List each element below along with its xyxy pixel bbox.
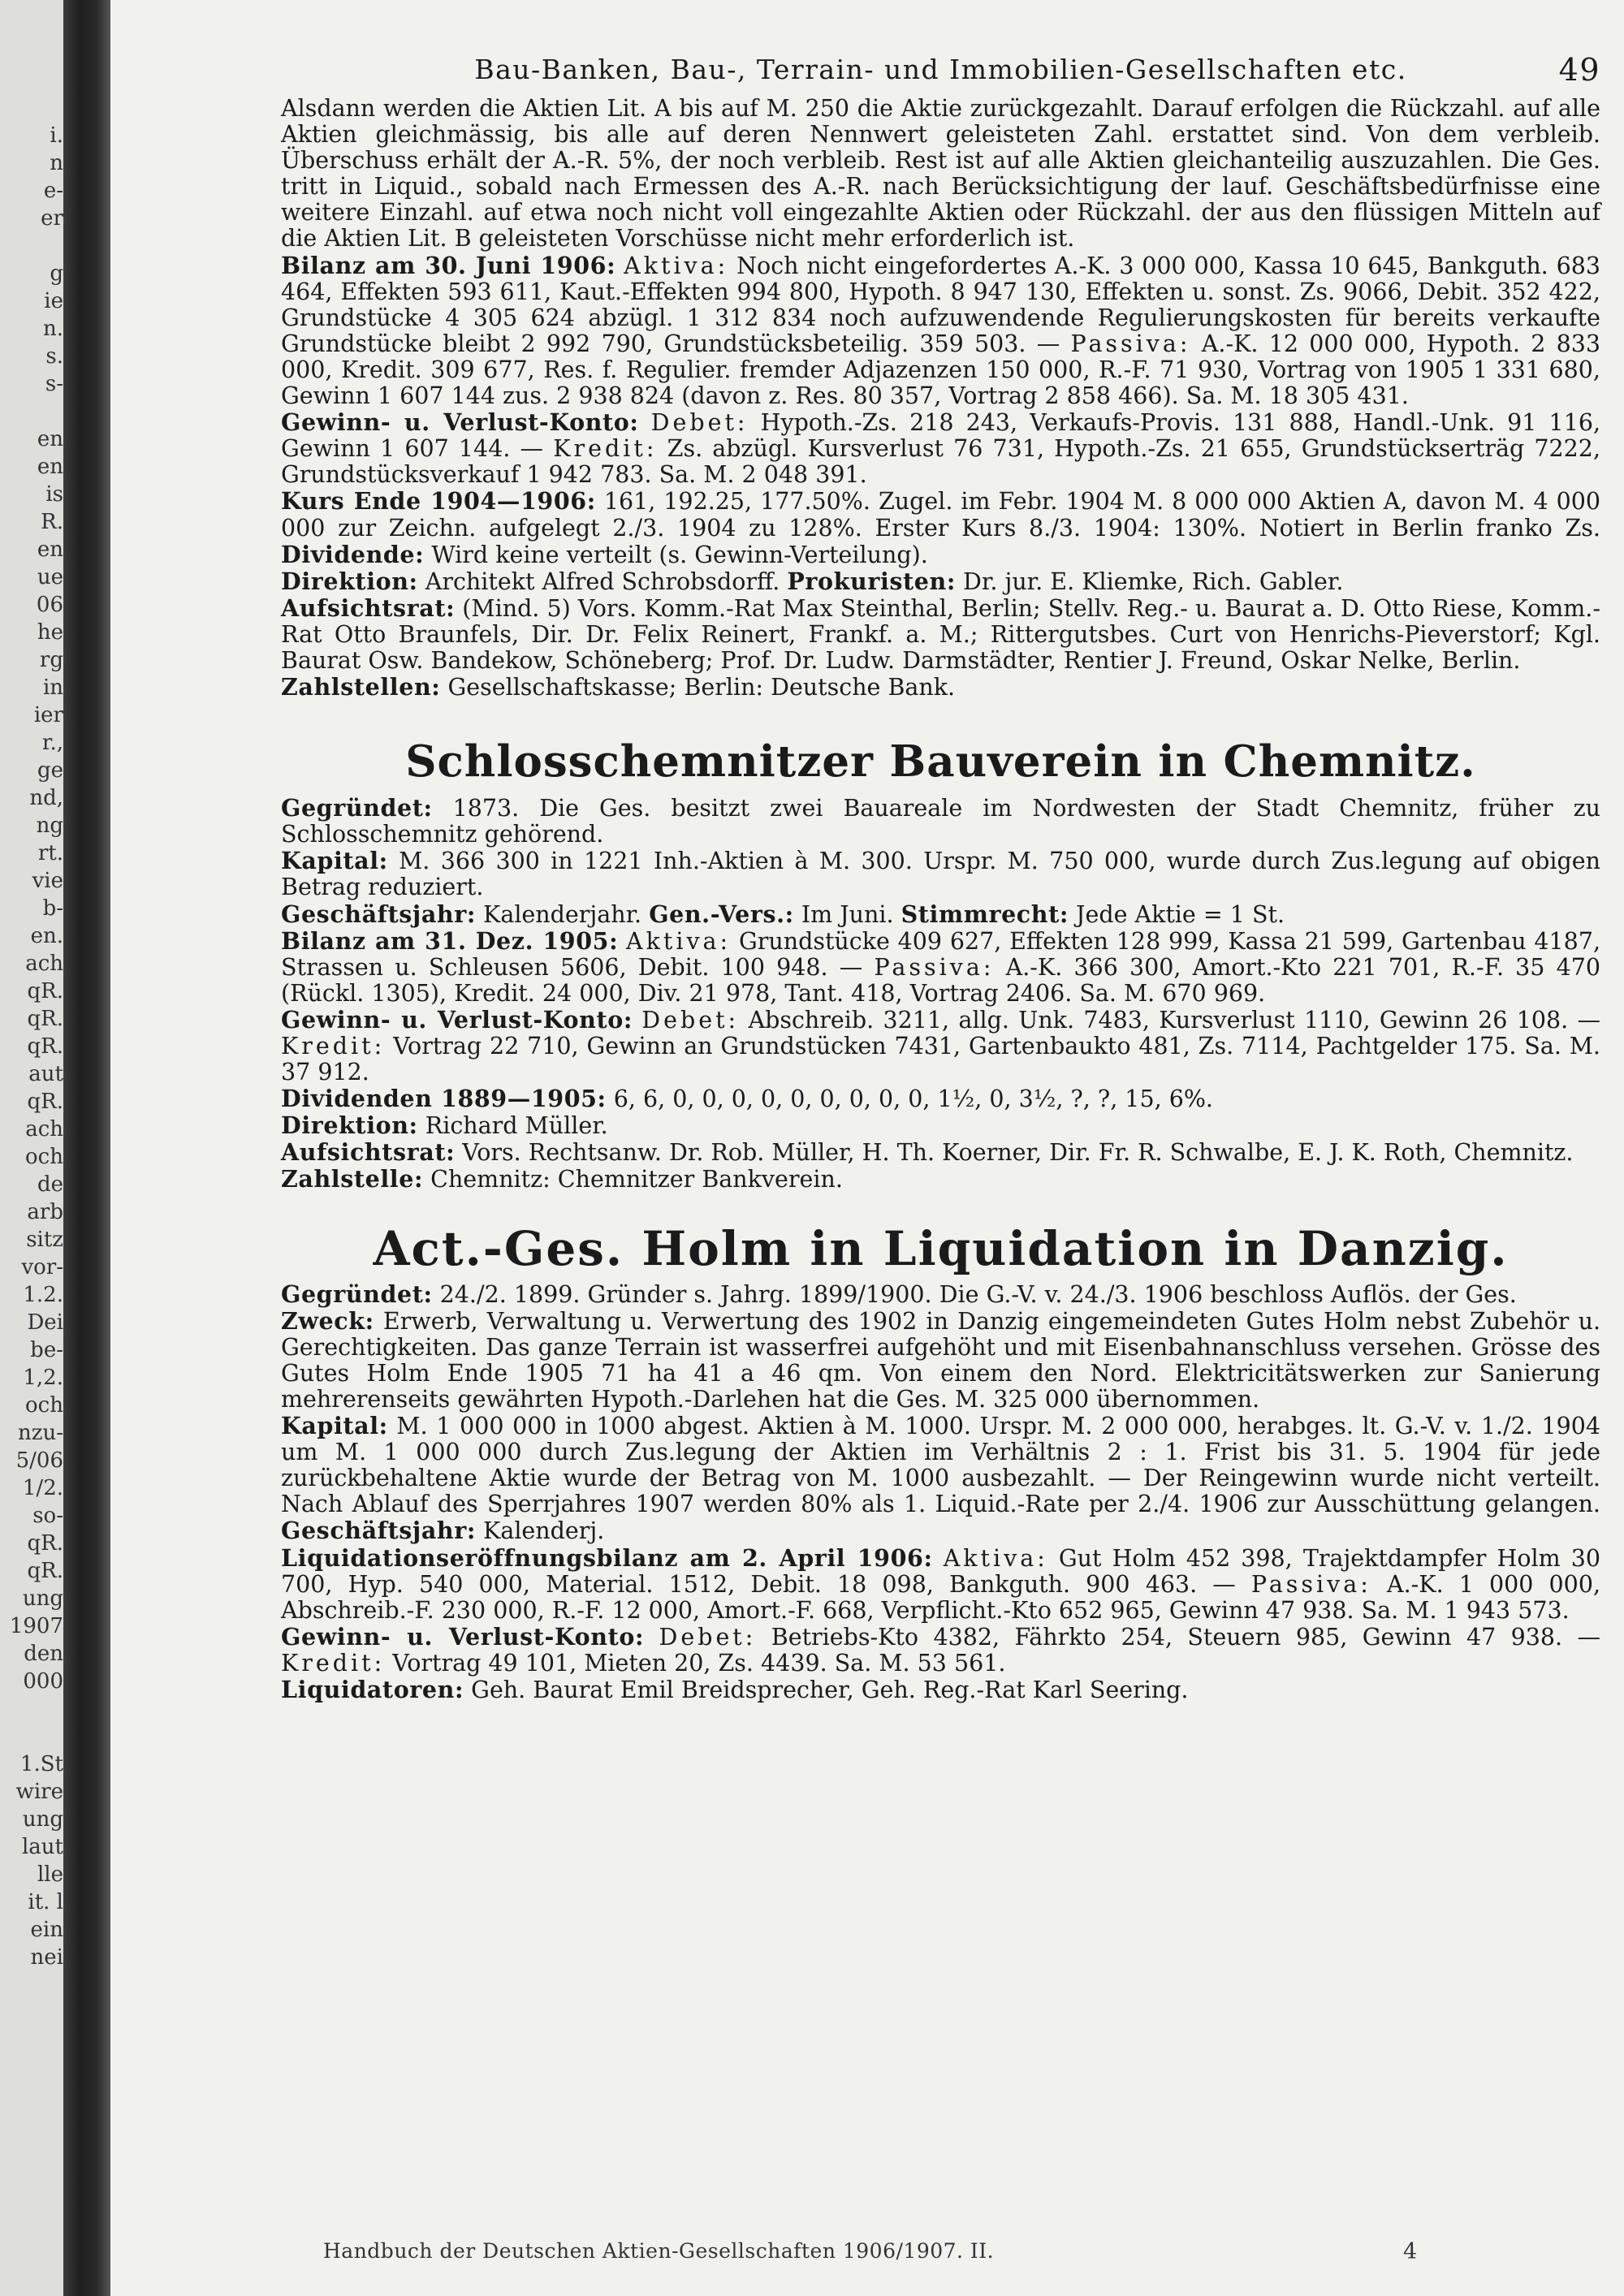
edge-fragment: ung bbox=[22, 1586, 63, 1611]
edge-fragment: ie bbox=[44, 289, 63, 313]
edge-fragment: s. bbox=[45, 344, 63, 369]
edge-fragment: it. l bbox=[28, 1890, 63, 1914]
liquidatoren-entry: Liquidatoren: Geh. Baurat Emil Breidsprecher, Geh. Reg.-Rat Karl Seering. bbox=[281, 1675, 1189, 1703]
edge-fragment: laut bbox=[21, 1835, 63, 1859]
edge-fragment: arb bbox=[27, 1200, 63, 1224]
edge-fragment: ach bbox=[25, 1117, 63, 1142]
zahlstellen-entry: Zahlstellen: Gesellschaftskasse; Berlin: Deutsche Bank. bbox=[281, 673, 956, 701]
edge-fragment: och bbox=[25, 1393, 63, 1418]
edge-fragment: qR. bbox=[27, 1007, 63, 1031]
edge-fragment: r., bbox=[41, 731, 63, 755]
edge-fragment: 000 bbox=[23, 1669, 63, 1694]
zweck-entry: Zweck: Erwerb, Verwaltung u. Verwertung des 1902 in Danzig eingemeindeten Gutes Holm nebst Zubehör u. Gerechtigkeiten. Das ganze Terrain ist wasserfrei aufgehöht und mit Eisenbahnanschluss versehen. Grösse des Gutes Holm Ende 1905 71 ha 41 a 46 qm. Von einem den Nord. Elektricitätswerken zur Sanierung mehrerenseits gewährten Hypoth.-Darlehen hat die Ges. M. 325 000 übernommen. bbox=[281, 1306, 1600, 1413]
adjacent-page-margin bbox=[0, 0, 65, 2296]
book-page bbox=[110, 0, 1624, 2296]
edge-fragment: n bbox=[50, 151, 63, 175]
edge-fragment: be- bbox=[30, 1338, 63, 1362]
edge-fragment bbox=[0, 398, 63, 425]
edge-fragment: qR. bbox=[27, 1090, 63, 1114]
edge-fragment: sitz bbox=[26, 1228, 63, 1252]
edge-fragment: vor- bbox=[21, 1255, 63, 1280]
edge-fragment: qR. bbox=[27, 1559, 63, 1583]
aufsichtsrat-entry: Aufsichtsrat: Vors. Rechtsanw. Dr. Rob. Müller, H. Th. Koerner, Dir. Fr. R. Schwalbe, E. J. K. Roth, Chemnitz. bbox=[281, 1138, 1574, 1167]
kurs-entry: Kurs Ende 1904—1906: 161, 192.25, 177.50%. Zugel. im Febr. 1904 M. 8 000 000 Aktien A, davon M. 4 000 000 zur Zeichn. aufgelegt 2./3. 1904 zu 128%. Erster Kurs 8./3. 1904: 130%. Notiert in Berlin franko Zs. Dividende: Wird keine verteilt (s. Gewinn-Verteilung). bbox=[281, 487, 1601, 568]
gegruendet-entry: Gegründet: 24./2. 1899. Gründer s. Jahrg. 1899/1900. Die G.-V. v. 24./3. 1906 beschloss Auflös. der Ges. bbox=[281, 1280, 1517, 1308]
zahlstelle-entry: Zahlstelle: Chemnitz: Chemnitzer Bankverein. bbox=[281, 1165, 843, 1193]
previous-company-continuation bbox=[281, 96, 1600, 701]
geschaeftsjahr-entry: Geschäftsjahr: Kalenderjahr. Gen.-Vers.: Im Juni. Stimmrecht: Jede Aktie = 1 St. bbox=[281, 900, 1285, 928]
kapital-entry: Kapital: M. 366 300 in 1221 Inh.-Aktien à M. 300. Urspr. M. 750 000, wurde durch Zus.legung auf obigen Betrag reduziert. bbox=[281, 847, 1600, 901]
edge-fragment: b- bbox=[42, 896, 63, 921]
page-number: 49 bbox=[1558, 52, 1600, 88]
company-title: Act.-Ges. Holm in Liquidation in Danzig. bbox=[373, 1220, 1509, 1276]
edge-fragment: 06 bbox=[36, 593, 63, 617]
edge-fragment: wire bbox=[15, 1780, 63, 1804]
edge-fragment: e- bbox=[43, 179, 63, 203]
edge-fragment: Dei bbox=[27, 1310, 63, 1335]
edge-fragment: och bbox=[25, 1145, 63, 1169]
edge-fragment: vie bbox=[32, 869, 63, 893]
edge-fragment: lle bbox=[37, 1862, 63, 1887]
gegruendet-entry: Gegründet: 1873. Die Ges. besitzt zwei Bauareale im Nordwesten der Stadt Chemnitz, früher zu Schlosschemnitz gehörend. bbox=[281, 794, 1601, 848]
direktion-entry: Direktion: Architekt Alfred Schrobsdorff. Prokuristen: Dr. jur. E. Kliemke, Rich. Gabler. bbox=[281, 567, 1344, 595]
edge-fragment: 5/06 bbox=[15, 1448, 63, 1473]
edge-fragment: i. bbox=[50, 123, 63, 148]
edge-fragment: nd, bbox=[29, 786, 63, 810]
edge-fragment: rg bbox=[39, 648, 63, 672]
edge-fragment: nei bbox=[30, 1945, 63, 1970]
guv-entry: Gewinn- u. Verlust-Konto: Debet: Betriebs-Kto 4382, Fährkto 254, Steuern 985, Gewinn 47 938. — Kredit: Vortrag 49 101, Mieten 20, Zs. 4439. Sa. M. 53 561. bbox=[281, 1622, 1600, 1677]
edge-fragment: nzu- bbox=[18, 1421, 63, 1445]
edge-fragment: n. bbox=[42, 317, 63, 341]
edge-fragment: 1/2. bbox=[22, 1476, 63, 1500]
running-header-title: Bau-Banken, Bau-, Terrain- und Immobilien-Gesellschaften etc. bbox=[474, 54, 1407, 85]
edge-fragment: en bbox=[37, 537, 63, 562]
company-title: Schlosschemnitzer Bauverein in Chemnitz. bbox=[405, 736, 1476, 788]
edge-fragment: er bbox=[41, 206, 63, 231]
edge-fragment: aut bbox=[28, 1062, 63, 1086]
company-entry-schlosschemnitzer bbox=[281, 736, 1600, 1193]
edge-fragment bbox=[0, 232, 63, 260]
edge-fragment: s- bbox=[45, 372, 63, 396]
kapital-entry: Kapital: M. 1 000 000 in 1000 abgest. Aktien à M. 1000. Urspr. M. 2 000 000, herabges. lt. G.-V. v. 1./2. 1904 um M. 1 000 000 durch Zus.legung der Aktien im Verhältnis 2 : 1. Frist bis 31. 5. 1904 für jede zurückbehaltene Aktie wurde der Betrag von M. 1000 ausbezahlt. — Der Reingewinn wurde nicht verteilt. Nach Ablauf des Sperrjahres 1907 werden 80% als 1. Liquid.-Rate per 2./4. 1906 zur Ausschüttung gelangen. Geschäftsjahr: Kalenderj. bbox=[281, 1412, 1600, 1545]
edge-fragment: de bbox=[37, 1172, 63, 1197]
guv-entry: Gewinn- u. Verlust-Konto: Debet: Abschreib. 3211, allg. Unk. 7483, Kursverlust 1110, Gewinn 26 108. — Kredit: Vortrag 22 710, Gewinn an Grundstücken 7431, Gartenbaukto 481, Zs. 7114, Pachtgelder 175. Sa. M. 37 912. bbox=[281, 1005, 1601, 1086]
footer-book-title: Handbuch der Deutschen Aktien-Gesellschaften 1906/1907. II. bbox=[323, 2239, 995, 2263]
edge-fragment: 1.St bbox=[19, 1752, 63, 1776]
edge-fragment: qR. bbox=[27, 979, 63, 1003]
edge-fragment: ue bbox=[37, 565, 63, 589]
edge-fragment: g bbox=[50, 261, 63, 286]
dividenden-entry: Dividenden 1889—1905: 6, 6, 0, 0, 0, 0, 0, 0, 0, 0, 0, 1½, 0, 3½, ?, ?, 15, 6%. bbox=[281, 1085, 1213, 1113]
running-header bbox=[281, 47, 1600, 93]
page-content bbox=[281, 47, 1600, 1703]
edge-fragment: in bbox=[42, 675, 63, 700]
edge-fragment bbox=[0, 1695, 63, 1723]
edge-fragment: qR. bbox=[27, 1531, 63, 1556]
edge-fragment: 1.2. bbox=[23, 1283, 63, 1307]
edge-fragment: en. bbox=[30, 924, 63, 948]
edge-fragment: is bbox=[45, 482, 63, 507]
edge-fragment: ng bbox=[36, 814, 63, 838]
edge-fragment: ach bbox=[25, 952, 63, 976]
edge-fragment: so- bbox=[32, 1504, 63, 1528]
book-gutter-shadow bbox=[63, 0, 110, 2296]
edge-fragment: 1907 bbox=[9, 1614, 63, 1638]
liquidationsbilanz-entry: Liquidationseröffnungsbilanz am 2. April 1906: Aktiva: Gut Holm 452 398, Trajektdampfer Holm 30 700, Hyp. 540 000, Material. 1512, Debit. 18 098, Bankguth. 900 463. — Passiva: A.-K. 1 000 000, Abschreib.-F. 230 000, R.-F. 12 000, Amort.-F. 668, Verpflicht.-Kto 652 965, Gewinn 47 938. Sa. M. 1 943 573. bbox=[281, 1543, 1601, 1624]
edge-fragment bbox=[0, 1723, 63, 1750]
edge-fragment: R. bbox=[41, 510, 63, 534]
edge-fragment: ge bbox=[37, 758, 63, 783]
company-entry-holm bbox=[281, 1221, 1600, 1704]
edge-fragment: ein bbox=[30, 1918, 63, 1942]
edge-fragment: en bbox=[37, 427, 63, 451]
bilanz-entry: Bilanz am 30. Juni 1906: Aktiva: Noch nicht eingefordertes A.-K. 3 000 000, Kassa 10 645, Bankguth. 683 464, Effekten 593 611, Kaut.-Effekten 994 800, Hypoth. 8 947 130, Effekten u. sonst. Zs. 9066, Debit. 352 422, Grundstücke 4 305 624 abzügl. 1 312 834 noch aufzuwendende Regulierungskosten für bereits verkaufte Grundstücke bleibt 2 992 790, Grundstücksbeteilig. 359 503. — Passiva: A.-K. 12 000 000, Hypoth. 2 833 000, Kredit. 309 677, Res. f. Regulier. fremder Adjazenzen 150 000, R.-F. 71 930, Vortrag von 1905 1 331 680, Gewinn 1 607 144 zus. 2 938 824 (davon z. Res. 80 357, Vortrag 2 858 466). Sa. M. 18 305 431. bbox=[281, 251, 1601, 410]
aufsichtsrat-entry: Aufsichtsrat: (Mind. 5) Vors. Komm.-Rat Max Steinthal, Berlin; Stellv. Reg.- u. Baurat a. D. Otto Riese, Komm.-Rat Otto Braunfels, Dir. Dr. Felix Reinert, Frankf. a. M.; Rittergutsbes. Curt von Henrichs-Pieverstorf; Kgl. Baurat Osw. Bandekow, Schöneberg; Prof. Dr. Ludw. Darmstädter, Rentier J. Freund, Oskar Nelke, Berlin. bbox=[281, 593, 1600, 674]
direktion-entry: Direktion: Richard Müller. bbox=[281, 1111, 608, 1140]
edge-fragment: qR. bbox=[27, 1034, 63, 1059]
footer-signature: 4 bbox=[1403, 2239, 1418, 2264]
edge-fragment: he bbox=[37, 620, 63, 645]
bilanz-entry: Bilanz am 31. Dez. 1905: Aktiva: Grundstücke 409 627, Effekten 128 999, Kassa 21 599, Gartenbau 4187, Strassen u. Schleusen 5606, Debit. 100 948. — Passiva: A.-K. 366 300, Amort.-Kto 221 701, R.-F. 35 470 (Rückl. 1305), Kredit. 24 000, Div. 21 978, Tant. 418, Vortrag 2406. Sa. M. 670 969. bbox=[281, 926, 1601, 1007]
edge-fragment: ung bbox=[22, 1807, 63, 1832]
continuation-paragraph: Alsdann werden die Aktien Lit. A bis auf M. 250 die Aktie zurückgezahlt. Darauf erfolgen die Rückzahl. auf alle Aktien gleichmässig, bis alle auf deren Nennwert geleisteten Zahl. erstattet sind. Von dem verbleib. Überschuss erhält der A.-R. 5%, der noch verbleib. Rest ist auf alle Aktien gleichanteilig auszuzahlen. Die Ges. tritt in Liquid., sobald nach Ermessen des A.-R. nach Berücksichtigung der lauf. Geschäftsbedürfnisse eine weitere Einzahl. auf etwa noch nicht voll eingezahlte Aktien oder Rückzahl. der aus den flüssigen Mitteln auf die Aktien Lit. B geleisteten Vorschüsse nicht mehr erforderlich ist. bbox=[281, 95, 1600, 252]
edge-fragment: 1,2. bbox=[23, 1366, 63, 1390]
edge-fragment: rt. bbox=[37, 841, 63, 865]
edge-fragment: den bbox=[24, 1642, 63, 1666]
adjacent-page-fragments bbox=[0, 122, 63, 1971]
edge-fragment: ier bbox=[33, 703, 63, 727]
edge-fragment: en bbox=[37, 455, 63, 479]
guv-entry: Gewinn- u. Verlust-Konto: Debet: Hypoth.-Zs. 218 243, Verkaufs-Provis. 131 888, Handl.-Unk. 91 116, Gewinn 1 607 144. — Kredit: Zs. abzügl. Kursverlust 76 731, Hypoth.-Zs. 21 655, Grundstückserträg 7222, Grundstücksverkauf 1 942 783. Sa. M. 2 048 391. bbox=[281, 408, 1601, 489]
